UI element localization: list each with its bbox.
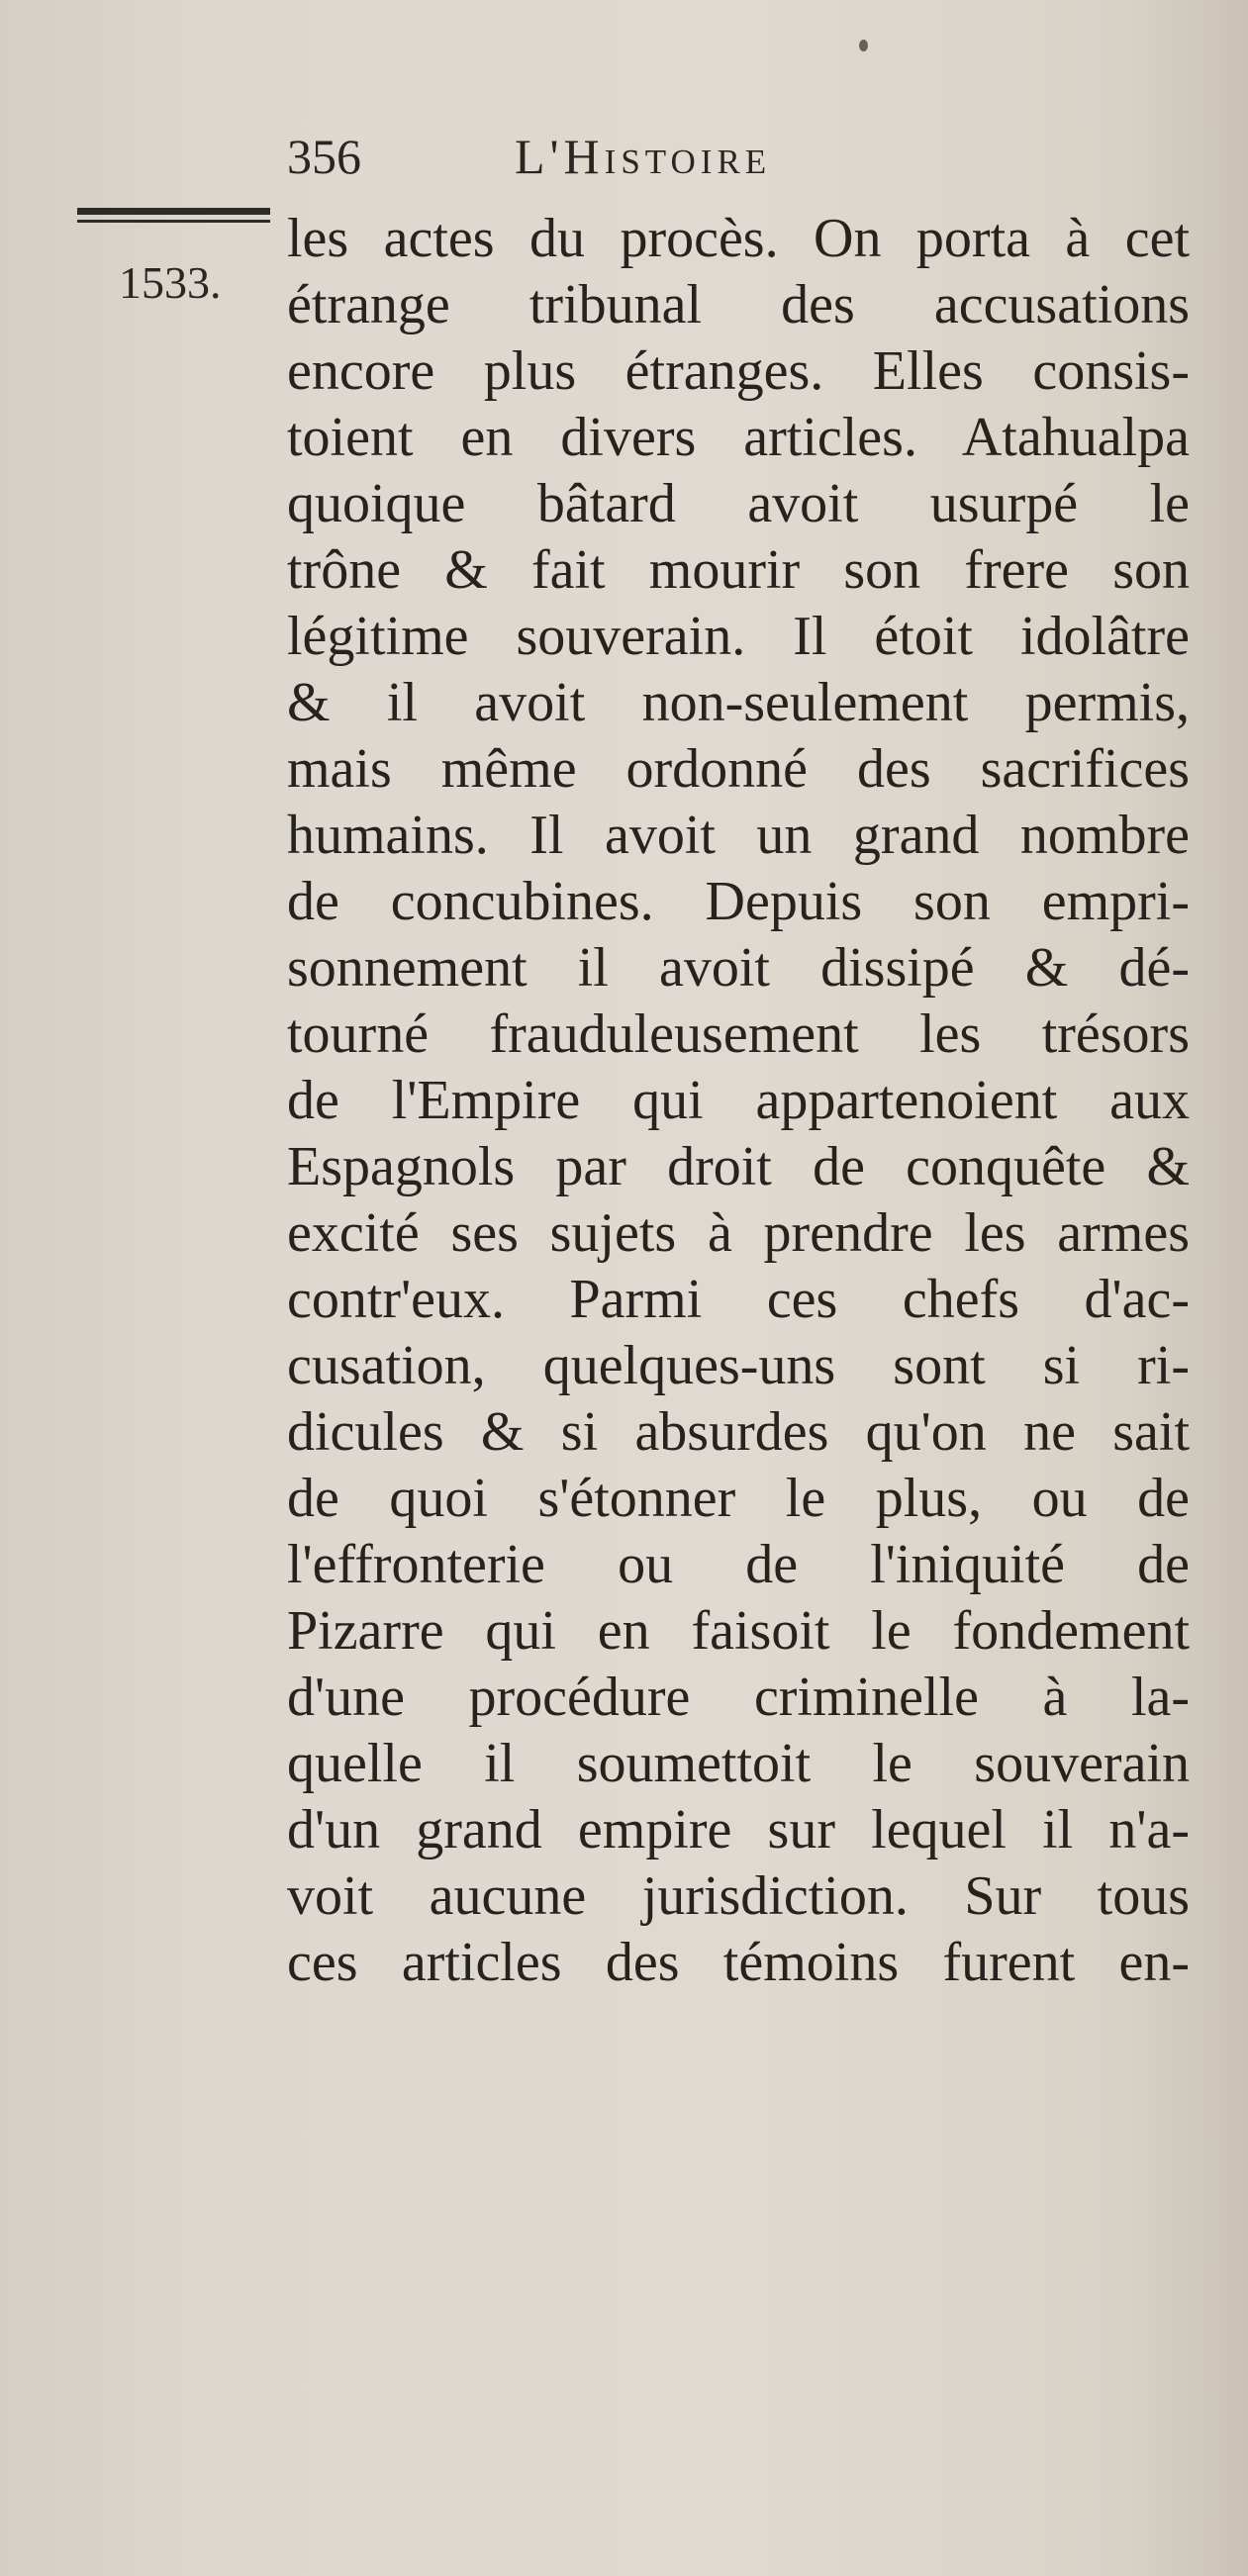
text-line: de concubines. Depuis son empri-: [287, 871, 1190, 932]
running-title: L'Histoire: [515, 129, 772, 184]
text-line: les actes du procès. On porta à cet: [287, 208, 1190, 269]
text-line: Pizarre qui en faisoit le fondement: [287, 1600, 1190, 1662]
text-line: dicules & si absurdes qu'on ne sait: [287, 1401, 1190, 1463]
margin-rule: [77, 208, 270, 215]
text-line: l'effronterie ou de l'iniquité de: [287, 1534, 1190, 1595]
text-line: voit aucune jurisdiction. Sur tous: [287, 1865, 1190, 1927]
text-line: d'une procédure criminelle à la-: [287, 1667, 1190, 1728]
text-line: de l'Empire qui appartenoient aux: [287, 1070, 1190, 1131]
text-line: toient en divers articles. Atahualpa: [287, 407, 1190, 468]
text-line: trône & fait mourir son frere son: [287, 539, 1190, 601]
text-line: étrange tribunal des accusations: [287, 274, 1190, 335]
ink-spot: [859, 40, 868, 51]
text-line: contr'eux. Parmi ces chefs d'ac-: [287, 1269, 1190, 1330]
text-line: tourné frauduleusement les trésors: [287, 1003, 1190, 1065]
text-line: sonnement il avoit dissipé & dé-: [287, 937, 1190, 999]
margin-rule-thin: [77, 220, 270, 223]
text-line: Espagnols par droit de conquête &: [287, 1136, 1190, 1197]
page-header: [287, 127, 980, 186]
text-line: de quoi s'étonner le plus, ou de: [287, 1468, 1190, 1529]
page-number: 356: [287, 129, 361, 184]
text-line: légitime souverain. Il étoit idolâtre: [287, 606, 1190, 667]
body-text: [287, 206, 1190, 1996]
text-line: encore plus étranges. Elles consis-: [287, 340, 1190, 402]
text-line: quoique bâtard avoit usurpé le: [287, 473, 1190, 534]
text-line: humains. Il avoit un grand nombre: [287, 805, 1190, 866]
text-line: excité ses sujets à prendre les armes: [287, 1202, 1190, 1264]
text-line: ces articles des témoins furent en-: [287, 1932, 1190, 1993]
text-line: d'un grand empire sur lequel il n'a-: [287, 1799, 1190, 1860]
margin-year: 1533.: [119, 257, 222, 308]
text-line: quelle il soumettoit le souverain: [287, 1733, 1190, 1794]
text-line: mais même ordonné des sacrifices: [287, 738, 1190, 800]
text-line: cusation, quelques-uns sont si ri-: [287, 1335, 1190, 1396]
text-line: & il avoit non-seulement permis,: [287, 672, 1190, 733]
